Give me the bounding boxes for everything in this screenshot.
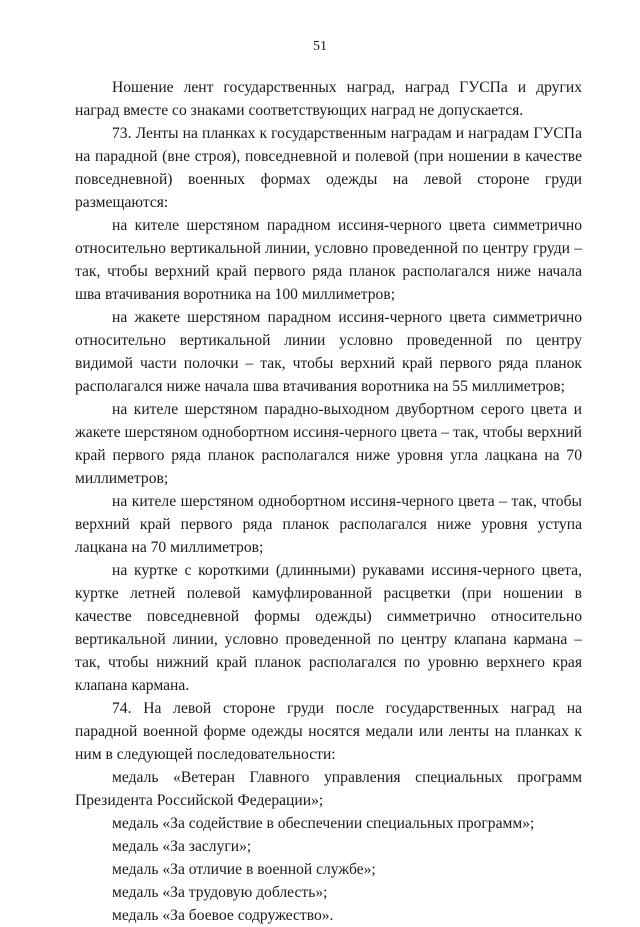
document-body bbox=[75, 76, 582, 927]
paragraph-73-intro: 73. Ленты на планках к государственным наградам и наградам ГУСПа на парадной (вне строя), повседневной и полевой (при ношении в качестве повседневной) военных формах одежды на левой стороне груди размещаются: bbox=[75, 125, 582, 211]
paragraph-ribbons-with-badges: Ношение лент государственных наград, наград ГУСПа и других наград вместе со знаками соответствующих наград не допускается. bbox=[75, 79, 582, 119]
medal-list-item: медаль «За заслуги»; bbox=[112, 838, 252, 855]
paragraph-73-field-jacket: на куртке с короткими (длинными) рукавами иссиня-черного цвета, куртке летней полевой камуфлированной расцветки (при ношении в качестве повседневной формы одежды) симметрично относительно вертикальной линии, условно проведенной по центру клапана кармана – так, чтобы нижний край планок располагался по уровню верхнего края клапана кармана. bbox=[75, 562, 582, 694]
medal-list-item: медаль «За содействие в обеспечении специальных программ»; bbox=[112, 815, 535, 832]
medal-list-item: медаль «За отличие в военной службе»; bbox=[112, 861, 376, 878]
paragraph-73-single-breasted-tunic: на кителе шерстяном однобортном иссиня-черного цвета – так, чтобы верхний край первого ряда планок располагался ниже уровня уступа лацкана на 70 миллиметров; bbox=[75, 493, 582, 556]
paragraph-73-parade-jacket: на жакете шерстяном парадном иссиня-черного цвета симметрично относительно вертикальной линии условно проведенной по центру видимой части полочки – так, чтобы верхний край первого ряда планок располагался ниже начала шва втачивания воротника на 55 миллиметров; bbox=[75, 309, 582, 395]
paragraph-74-intro: 74. На левой стороне груди после государственных наград на парадной военной форме одежды носятся медали или ленты на планках к ним в следующей последовательности: bbox=[75, 700, 582, 763]
paragraph-73-parade-tunic: на кителе шерстяном парадном иссиня-черного цвета симметрично относительно вертикальной линии, условно проведенной по центру груди – так, чтобы верхний край первого ряда планок располагался ниже начала шва втачивания воротника на 100 миллиметров; bbox=[75, 217, 582, 303]
medal-list-item: медаль «За трудовую доблесть»; bbox=[112, 884, 328, 901]
medal-list-item: медаль «За боевое содружество». bbox=[112, 907, 334, 924]
page-number: 51 bbox=[313, 39, 327, 54]
paragraph-73-grey-tunic: на кителе шерстяном парадно-выходном двубортном серого цвета и жакете шерстяном однобортном иссиня-черного цвета – так, чтобы верхний край первого ряда планок располагался ниже уровня угла лацкана на 70 миллиметров; bbox=[75, 401, 582, 487]
medal-list-item: медаль «Ветеран Главного управления специальных программ Президента Российской Федерации»; bbox=[75, 769, 582, 809]
